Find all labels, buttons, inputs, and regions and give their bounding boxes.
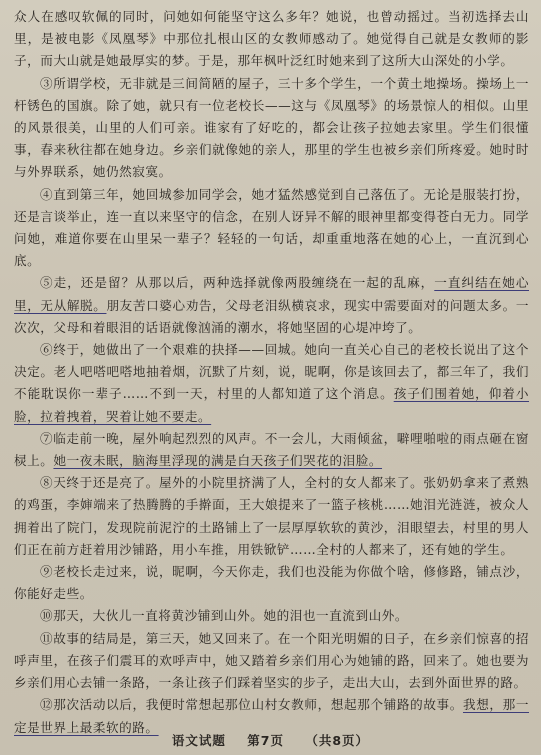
text-segment: ⑧天终于还是亮了。屋外的小院里挤满了人，全村的女人都来了。张奶奶拿来了煮熟的鸡蛋，李婶端来了热腾腾的手擀面，王大娘提来了一篮子核桃……她泪光涟涟，被众人拥着出了院门，发现院前泥泞的土路铺上了一层厚厚软软的黄沙，泪眼望去，村里的男人们正在前方赶着用沙铺路，用小车推，用铁锨铲……全村的人都来了，还有她的学生。 xyxy=(14,475,529,557)
paragraph xyxy=(14,628,529,695)
paragraph xyxy=(14,428,529,472)
paragraph xyxy=(14,472,529,561)
page-footer xyxy=(0,731,541,749)
text-segment: ⑤走，还是留？从那以后，两种选择就像两股缠绕在一起的乱麻， xyxy=(40,275,435,291)
footer-subject: 语文试题 xyxy=(171,733,226,748)
paragraph xyxy=(14,73,529,184)
text-segment: ⑪故事的结局是，第三天，她又回来了。在一个阳光明媚的日子，在乡亲们惊喜的招呼声里，在孩子们震耳的欢呼声中，她又踏着乡亲们用心为她铺的路，回来了。她也要为乡亲们用心去铺一条路，一条让孩子们踩着坚实的步子，走出大山，去到外面世界的路。 xyxy=(14,630,529,691)
text-segment: ⑦临走前一晚，屋外响起烈烈的风声。不一会儿，大雨倾盆，噼哩啪啦的雨点砸在窗棂上。 xyxy=(14,430,529,469)
paragraph xyxy=(14,561,529,605)
text-segment: ⑨老校长走过来，说，昵啊，今天你走，我们也没能为你做个啥，修修路，铺点沙，你能好走些。 xyxy=(14,564,529,602)
text-segment: ⑫那次活动以后，我便时常想起那位山村女教师，想起那个铺路的故事。 xyxy=(40,697,463,713)
text-segment: 朋友苦口婆心劝告，父母老泪纵横哀求，现实中需要面对的问题太多。一次次，父母和着眼泪的话语就像汹涌的潮水，将她坚固的心堤冲垮了。 xyxy=(14,297,529,335)
text-segment: ⑩那天，大伙儿一直将黄沙铺到山外。她的泪也一直流到山外。 xyxy=(40,608,409,624)
text-segment: ④直到第三年，她回城参加同学会，她才猛然感觉到自己落伍了。无论是服装打扮，还是言谈举止，连一直以来坚守的信念，在别人讶异不解的眼神里都变得苍白无力。同学问她，难道你要在山里呆一辈子？轻轻的一句话，却重重地落在她的心上，一直沉到心底。 xyxy=(14,186,529,269)
footer-page-total: （共8页） xyxy=(305,733,370,748)
underlined-sentence: 孩子们围着她，仰着小脸，拉着拽着，哭着让她不要走。 xyxy=(14,386,530,424)
underlined-sentence: 她一夜未眠，脑海里浮现的满是白天孩子们哭花的泪脸。 xyxy=(53,453,383,469)
paragraph xyxy=(14,272,529,339)
text-segment: ③所谓学校，无非就是三间简陋的屋子，三十多个学生，一个黄土地操场。操场上一杆锈色的国旗。除了她，就只有一位老校长——这与《凤凰琴》的场景惊人的相似。山里的风景很美，山里的人们可亲。谁家有了好吃的，都会让孩子拉她去家里。学生们很懂事，春来秋往都在她身边。乡亲们就像她的亲人，那里的学生也被乡亲们所疼爱。她时时与外界联系，她仍然寂寞。 xyxy=(14,75,529,180)
underlined-sentence: 我想，那一定是世界上最柔软的路。 xyxy=(14,697,529,735)
paragraph xyxy=(14,184,529,273)
paragraph xyxy=(14,339,529,428)
footer-page-number: 第7页 xyxy=(247,733,284,748)
text-segment: 众人在感叹软佩的同时，问她如何能坚守这么多年？她说，也曾动摇过。当初选择去山里，是被电影《凤凰琴》中那位扎根山区的女教师感动了。她觉得自己就是女教师的影子，而大山就是她最厚实的梦。于是，那年枫叶泛红时她来到了这所大山深处的小学。 xyxy=(14,9,529,69)
paragraph xyxy=(14,605,529,627)
underlined-sentence: 一直纠结在她心里，无从解脱。 xyxy=(14,275,529,313)
article-body xyxy=(14,6,529,739)
paragraph xyxy=(14,6,529,73)
text-segment: ⑥终于，她做出了一个艰难的抉择——回城。她向一直关心自己的老校长说出了这个决定。老人吧嗒吧嗒地抽着烟，沉默了片刻，说，昵啊，你是该回去了，都三年了，我们不能耽误你一辈子……不到一天，村里的人都知道了这个消息。 xyxy=(14,342,529,402)
